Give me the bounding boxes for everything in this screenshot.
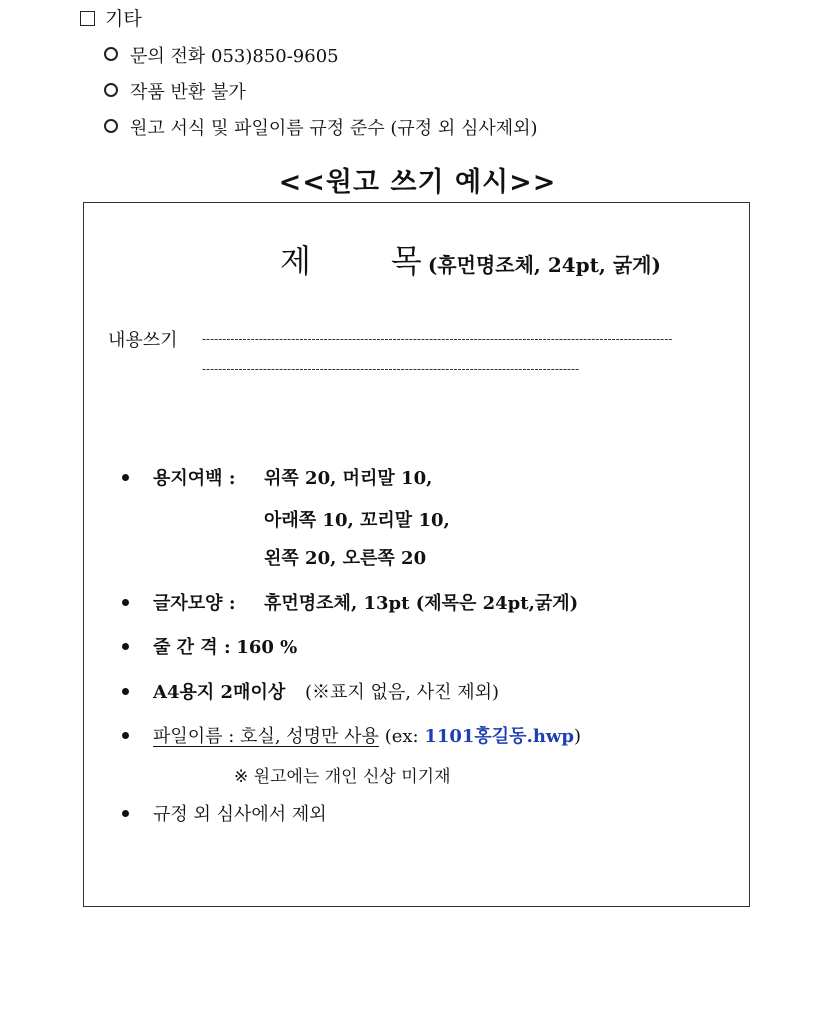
pages-item: A4용지 2매이상 (※표지 없음, 사진 제외) xyxy=(122,678,499,704)
notice-item: 작품 반환 불가 xyxy=(104,78,246,104)
notice-item: 원고 서식 및 파일이름 규정 준수 (규정 외 심사제외) xyxy=(104,114,538,140)
exclusion-item: 규정 외 심사에서 제외 xyxy=(122,800,327,826)
content-label: 내용쓰기 xyxy=(108,330,178,351)
bullet-icon xyxy=(122,732,129,739)
font-item: 글자모양 : xyxy=(122,589,235,615)
section-heading: 기타 xyxy=(80,4,142,31)
paper-margin-line: 아래쪽 10, 꼬리말 10, xyxy=(264,510,450,531)
filename-item: 파일이름 : 호실, 성명만 사용 (ex: 1101홍길동.hwp) xyxy=(122,722,581,748)
font-value: 휴먼명조체, 13pt (제목은 24pt,굵게) xyxy=(264,593,579,614)
paper-margin-line: 위쪽 20, 머리말 10, xyxy=(264,468,433,489)
paper-margin-line: 왼쪽 20, 오른쪽 20 xyxy=(264,548,427,569)
bullet-icon xyxy=(122,688,129,695)
circle-bullet-icon xyxy=(104,47,118,61)
dash-line: -------------------------------------------------------------------------------------------------------------------- xyxy=(202,332,673,346)
paper-margin-item: 용지여백 : xyxy=(122,464,235,490)
example-title: <<원고 쓰기 예시>> xyxy=(278,167,557,198)
bullet-icon xyxy=(122,599,129,606)
checkbox-icon xyxy=(80,11,95,26)
circle-bullet-icon xyxy=(104,83,118,97)
bullet-icon xyxy=(122,643,129,650)
circle-bullet-icon xyxy=(104,119,118,133)
bullet-icon xyxy=(122,810,129,817)
notice-item: 문의 전화 053)850-9605 xyxy=(104,42,339,68)
spacing-item: 줄 간 격 : 160 % xyxy=(122,633,297,659)
bullet-icon xyxy=(122,474,129,481)
doc-title: 제 목 (휴먼명조체, 24pt, 굵게) xyxy=(280,242,661,280)
dash-line: --------------------------------------------------------------------------------------------- xyxy=(202,362,580,376)
filename-example: 1101홍길동.hwp xyxy=(424,726,575,747)
doc-title-note: (휴먼명조체, 24pt, 굵게) xyxy=(427,253,661,277)
privacy-note: ※ 원고에는 개인 신상 미기재 xyxy=(234,767,451,787)
